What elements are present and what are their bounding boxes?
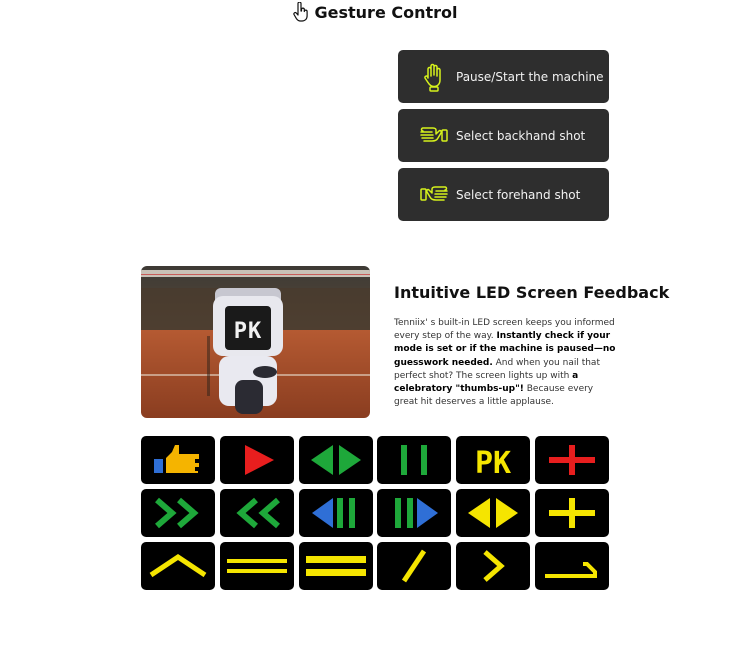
plus-icon [535,436,609,484]
led-cell-plus-yellow [535,489,609,537]
pk-icon [456,436,530,484]
led-cell-pause-play [377,489,451,537]
caret-up-icon [141,542,215,590]
plus-yellow-icon [535,489,609,537]
hand-right-icon [418,179,450,211]
pointing-hand-icon [293,2,309,22]
led-cell-play [220,436,294,484]
gesture-card-forehand [398,168,609,221]
product-photo [141,266,370,418]
double-chevron-right-icon [141,489,215,537]
led-cell-plus [535,436,609,484]
led-cell-double-line-thick [299,542,373,590]
pause-icon [377,436,451,484]
slash-icon [377,542,451,590]
led-feedback-description: Tenniix' s built-in LED screen keeps you informed every step of the way. Instantly check if your mode is set or if the machine is paused—no guesswork needed. And when you nail that perfect shot? The screen lights up with a celebratory "thumbs-up"! Because every great hit deserves a little applause. [394,318,616,408]
double-line-thick-icon [299,542,373,590]
chevron-right-icon [456,542,530,590]
ramp-icon [535,542,609,590]
page-title: Gesture Control [314,2,458,22]
led-icon-grid [141,436,609,590]
led-cell-pause [377,436,451,484]
gesture-label: Pause/Start the machine [456,69,604,84]
open-palm-icon [418,61,450,93]
led-cell-double-line [220,542,294,590]
double-line-icon [220,542,294,590]
hand-left-icon [418,120,450,152]
led-cell-double-chevron-left [220,489,294,537]
led-cell-slash [377,542,451,590]
led-cell-thumbs-up [141,436,215,484]
gesture-label: Select backhand shot [456,128,586,143]
gesture-card-pause-start [398,50,609,103]
left-right-yellow-icon [456,489,530,537]
rewind-pause-icon [299,489,373,537]
left-right-arrows-icon [299,436,373,484]
led-cell-chevron-right [456,542,530,590]
gesture-label: Select forehand shot [456,187,581,202]
svg-text:PK: PK [475,446,512,481]
led-cell-rewind-pause [299,489,373,537]
led-cell-double-chevron-right [141,489,215,537]
led-cell-left-right [299,436,373,484]
gesture-card-backhand [398,109,609,162]
led-cell-caret-up [141,542,215,590]
play-icon [220,436,294,484]
photo-screen-text: PK [233,319,263,344]
led-cell-pk [456,436,530,484]
led-cell-left-right-yellow [456,489,530,537]
led-feedback-title: Intuitive LED Screen Feedback [394,283,670,302]
led-cell-ramp [535,542,609,590]
double-chevron-left-icon [220,489,294,537]
section-header [0,0,750,24]
pause-play-icon [377,489,451,537]
thumbs-up-icon [141,436,215,484]
